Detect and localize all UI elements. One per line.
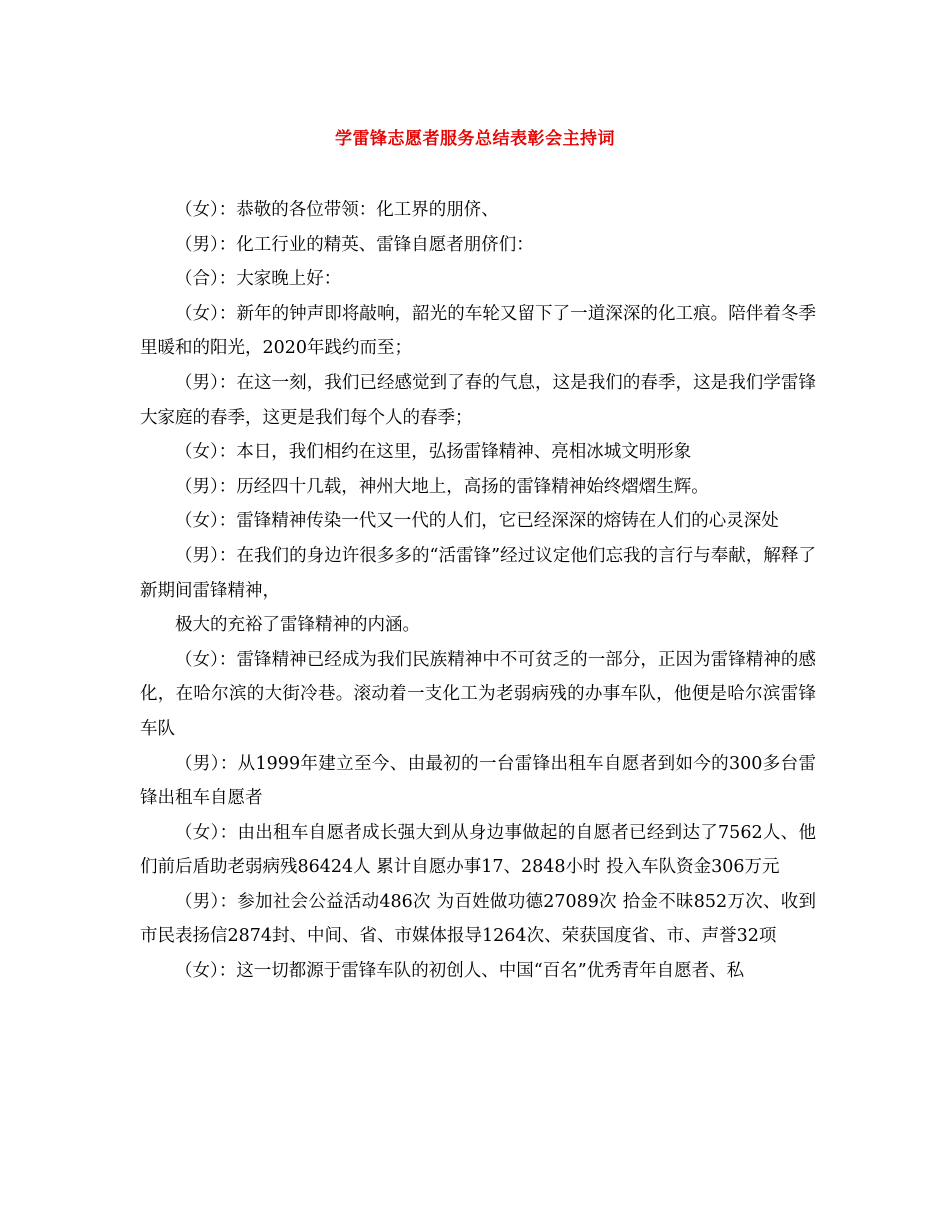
- paragraph: （男）：化工行业的精英、雷锋自愿者朋侪们：: [175, 234, 534, 255]
- paragraph: （女）：恭敬的各位带领：化工界的朋侪、: [175, 200, 499, 220]
- paragraph: （女）：雷锋精神传染一代又一代的人们，它已经深深的熔铸在人们的心灵深处: [175, 511, 779, 532]
- paragraph: （男）：在我们的身边许很多多的“活雷锋”经过议定他们忘我的言行与奉献，解释了新期间雷锋精神，: [140, 545, 816, 601]
- paragraph: （男）：从1999年建立至今、由最初的一台雷锋出租车自愿者到如今的300多台雷锋出租车自愿者: [140, 753, 816, 809]
- paragraph: （女）：这一切都源于雷锋车队的初创人、中国“百名”优秀青年自愿者、私: [175, 961, 745, 982]
- paragraph: （女）：由出租车自愿者成长强大到从身边事做起的自愿者已经到达了7562人、他们前后盾助老弱病残86424人 累计自愿办事17、2848小时 投入车队资金306万元: [140, 822, 816, 878]
- paragraph: （男）：在这一刻，我们已经感觉到了春的气息，这是我们的春季，这是我们学雷锋大家庭的春季，这更是我们每个人的春季；: [140, 372, 816, 428]
- document-title: 学雷锋志愿者服务总结表彰会主持词: [335, 129, 615, 149]
- paragraph: （女）：雷锋精神已经成为我们民族精神中不可贫乏的一部分，正因为雷锋精神的感化，在哈尔滨的大街冷巷。滚动着一支化工为老弱病残的办事车队，他便是哈尔滨雷锋车队: [140, 649, 816, 739]
- paragraph: （男）：历经四十几载，神州大地上，高扬的雷锋精神始终熠熠生辉。: [175, 476, 709, 497]
- paragraph: （女）：本日，我们相约在这里，弘扬雷锋精神、亮相冰城文明形象: [175, 442, 692, 463]
- paragraph: 极大的充裕了雷锋精神的内涵。: [175, 615, 420, 636]
- paragraph: （合）：大家晚上好：: [175, 269, 342, 290]
- paragraph: （男）：参加社会公益活动486次 为百姓做功德27089次 拾金不昧852万次、收到市民表扬信2874封、中间、省、市媒体报导1264次、荣获国度省、市、声誉32项: [140, 891, 816, 947]
- document-body: [140, 193, 816, 989]
- paragraph: （女）：新年的钟声即将敲响，韶光的车轮又留下了一道深深的化工痕。陪伴着冬季里暖和的阳光，2020年践约而至；: [140, 303, 816, 359]
